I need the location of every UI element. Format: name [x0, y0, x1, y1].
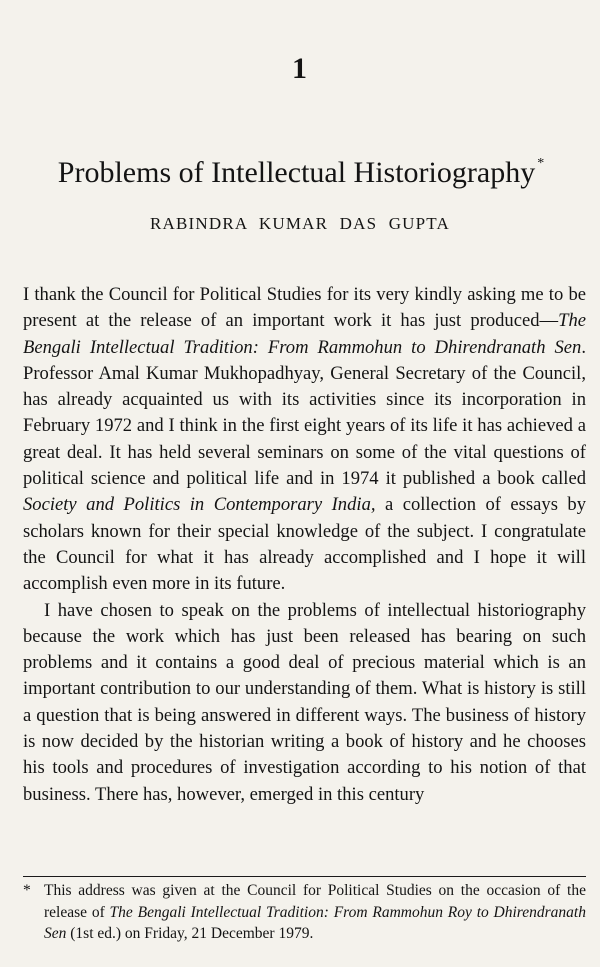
footnote-book-title-italic: The Bengali Intellectual Tradition: From Rammohun Roy to Dhirendranath Sen: [44, 903, 586, 942]
footnote: [23, 880, 586, 945]
chapter-title: [0, 150, 600, 191]
chapter-title-footnote-mark: *: [537, 156, 545, 171]
book-title-italic: The Bengali Intellectual Tradition: From Rammohun to Dhirendranath Sen: [23, 310, 586, 358]
footnote-segment: This address was given at the Council for Political Studies on the occasion of the release of: [44, 882, 586, 921]
footnote-mark: *: [23, 882, 31, 899]
paragraph-segment: a collection of essays by scholars known for their special knowledge of the subject. I congratulate the Council for what it has already accomplished and I hope it will accomplish even more in its future.: [23, 494, 586, 595]
chapter-body: [23, 282, 586, 808]
footnote-segment: (1st ed.) on Friday, 21 December 1979.: [66, 925, 314, 942]
paragraph-segment: . Professor Amal Kumar Mukhopadhyay, General Secretary of the Council, has already acquainted us with its activities since its incorporation in February 1972 and I think in the first eight years of its life it has achieved a great deal. It has held several seminars on some of the vital questions of political science and political life and in 1974 it published a book called: [23, 336, 586, 490]
body-paragraph: [23, 282, 586, 598]
footnote-text: [23, 880, 586, 945]
paragraph-segment: I thank the Council for Political Studies for its very kindly asking me to be present at the release of an important work it has just produced—: [23, 284, 586, 332]
paragraph-segment: I have chosen to speak on the problems of intellectual historiography because the work which has just been released has bearing on such problems and it contains a good deal of precious material which is an important contribution to our understanding of them. What is history is still a question that is being answered in different ways. The business of history is now decided by the historian writing a book of history and he chooses his tools and procedures of investigation according to his notion of that business. There has, however, emerged in this century: [23, 599, 586, 805]
book-title-italic: Society and Politics in Contemporary India,: [23, 494, 376, 516]
chapter-number: 1: [292, 52, 308, 85]
chapter-title-text: Problems of Intellectual Historiography: [57, 156, 536, 189]
footnote-divider: [23, 876, 586, 877]
body-paragraph: [23, 598, 586, 808]
chapter-author: RABINDRA KUMAR DAS GUPTA: [150, 214, 450, 233]
